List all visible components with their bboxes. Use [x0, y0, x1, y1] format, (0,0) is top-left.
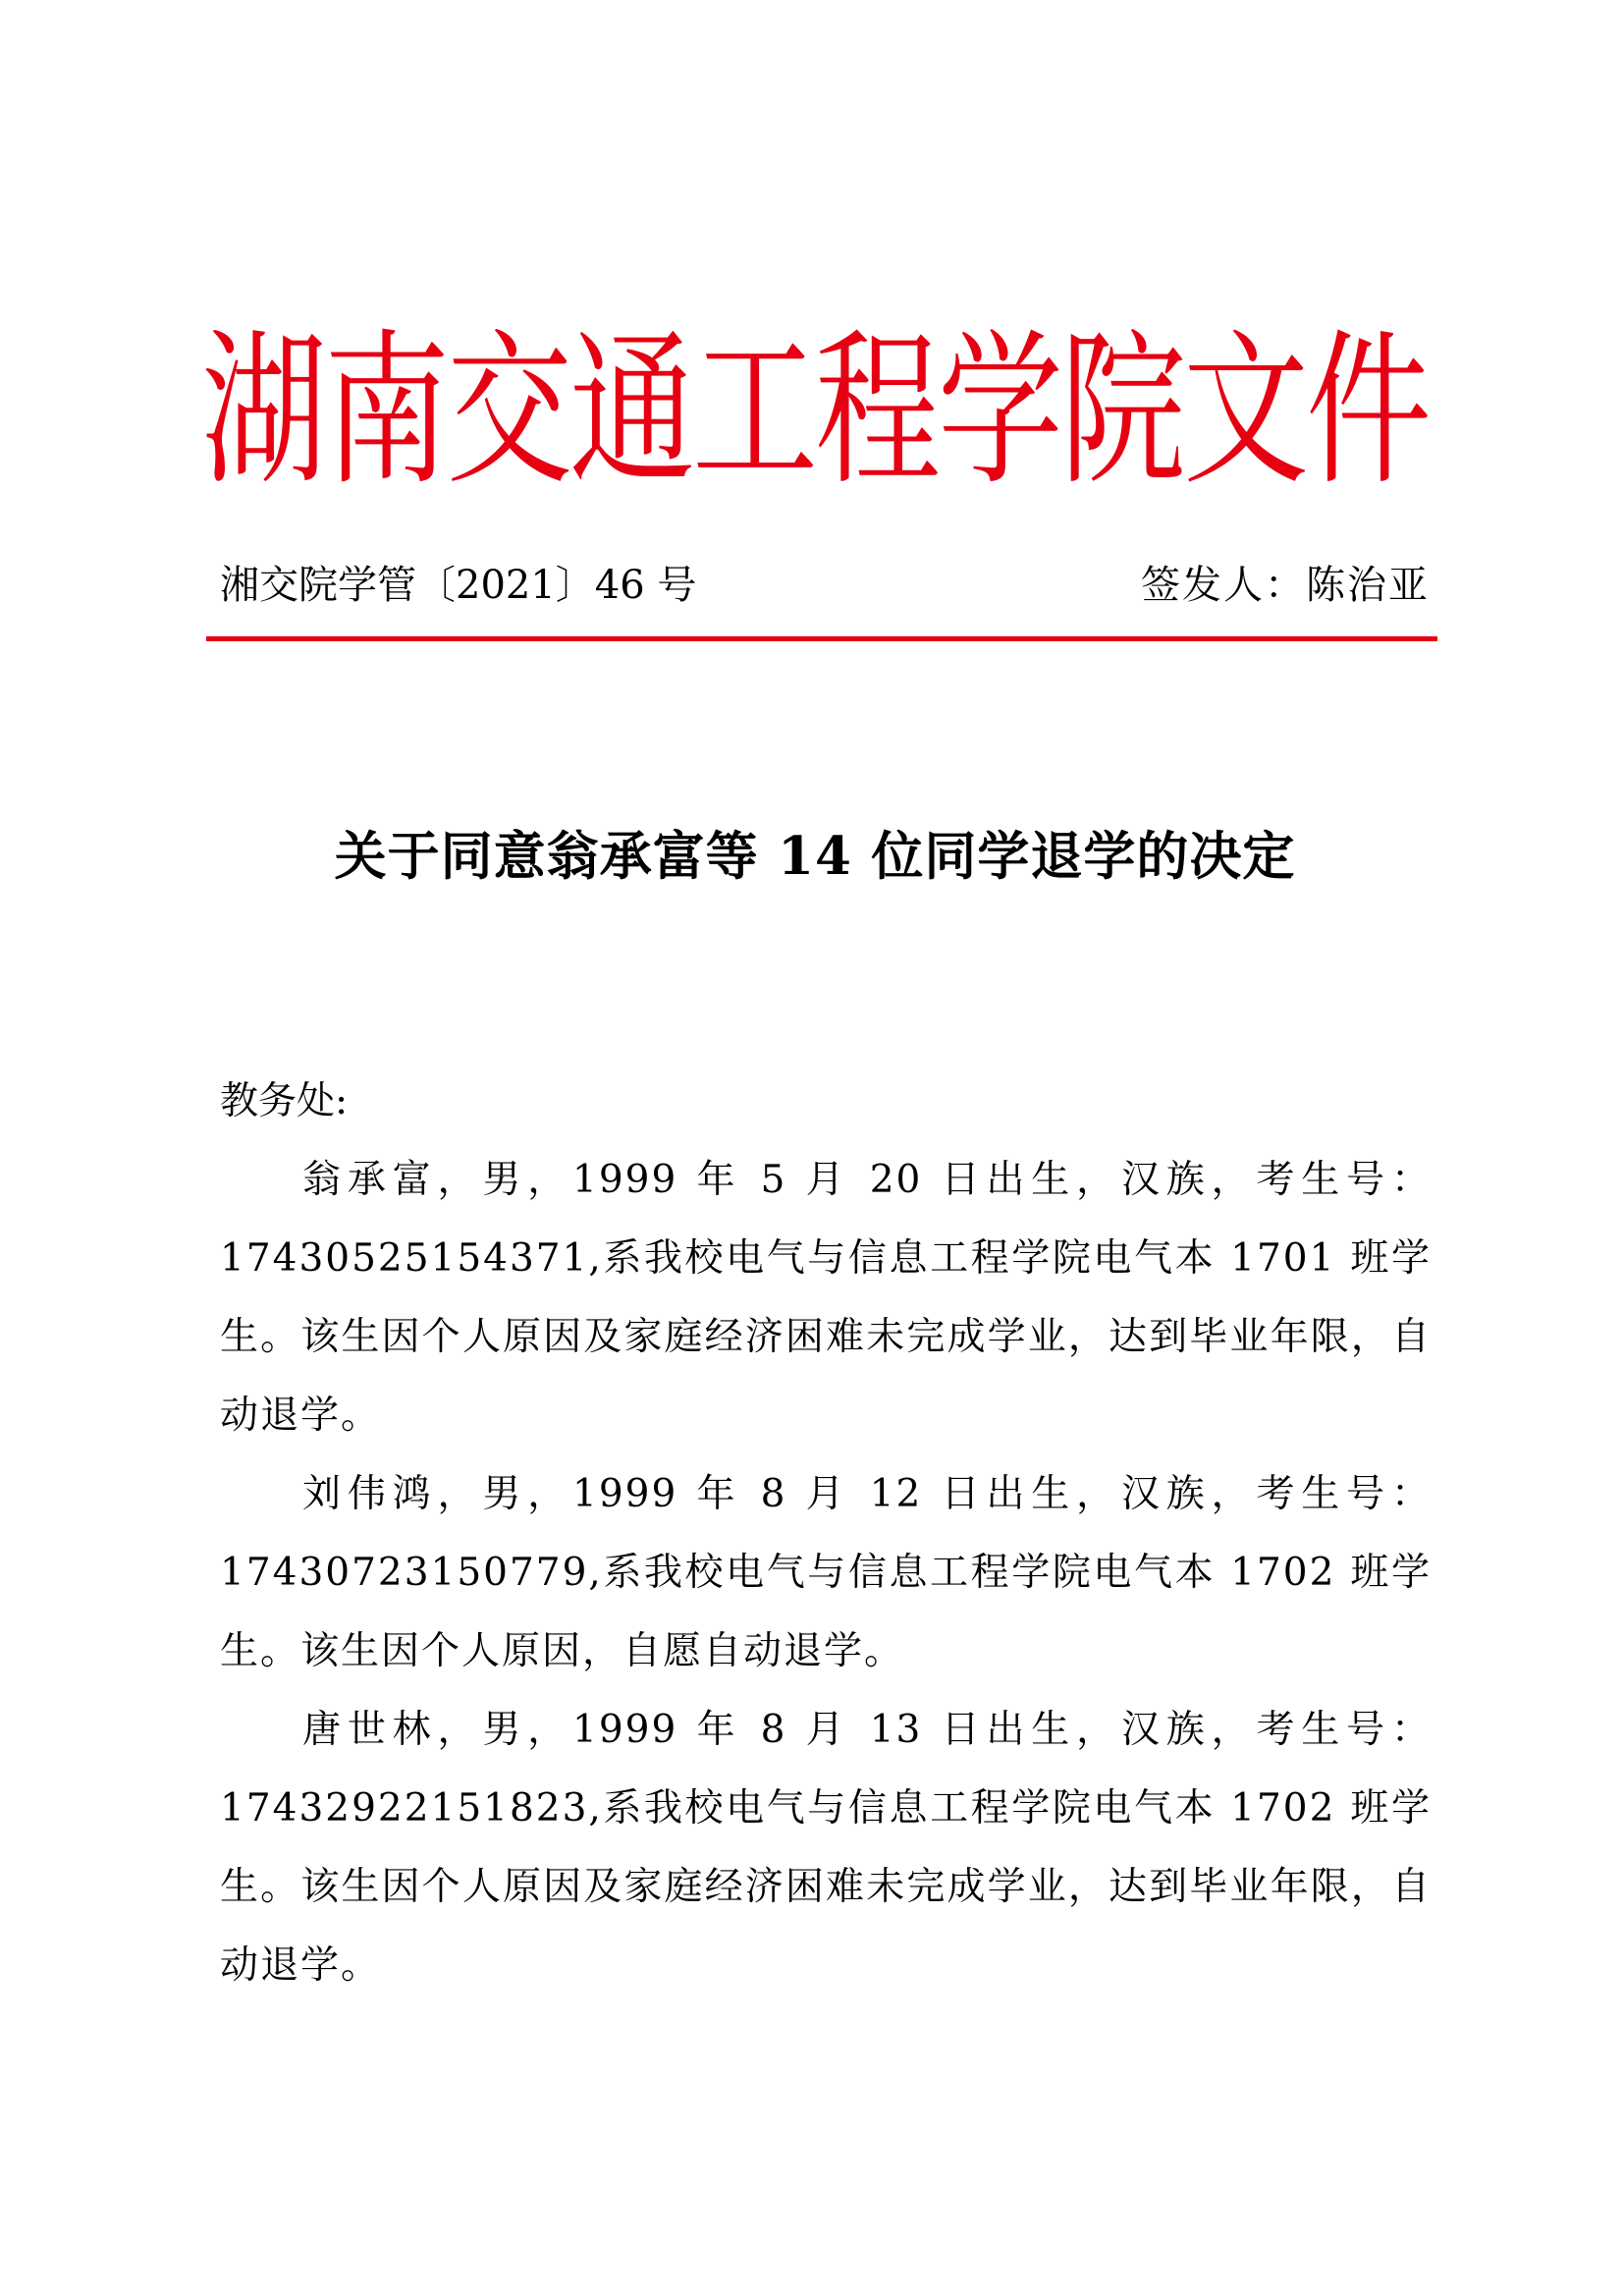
body-paragraph: 翁承富，男，1999 年 5 月 20 日出生，汉族，考生号：17430525154371,系我校电气与信息工程学院电气本 1701 班学生。该生因个人原因及家庭经济困难未完成学业，达到毕业年限，自动退学。	[220, 1158, 1432, 1438]
header-divider	[206, 636, 1437, 641]
document-salutation: 教务处:	[220, 1079, 349, 1123]
body-paragraph: 唐世林，男，1999 年 8 月 13 日出生，汉族，考生号：17432922151823,系我校电气与信息工程学院电气本 1702 班学生。该生因个人原因及家庭经济困难未完成学业，达到毕业年限，自动退学。	[220, 1708, 1432, 1988]
document-number: 湘交院学管〔2021〕46 号	[220, 563, 697, 608]
body-paragraph: 刘伟鸿，男，1999 年 8 月 12 日出生，汉族，考生号：17430723150779,系我校电气与信息工程学院电气本 1702 班学生。该生因个人原因，自愿自动退学。	[220, 1472, 1432, 1673]
document-signer: 签发人：陈治亚	[1141, 563, 1430, 608]
document-body	[220, 1063, 1432, 2005]
document-meta-row	[220, 556, 1430, 615]
document-title: 关于同意翁承富等 14 位同学退学的决定	[334, 826, 1296, 887]
document-header-title: 湖南交通工程学院文件	[200, 315, 1429, 509]
